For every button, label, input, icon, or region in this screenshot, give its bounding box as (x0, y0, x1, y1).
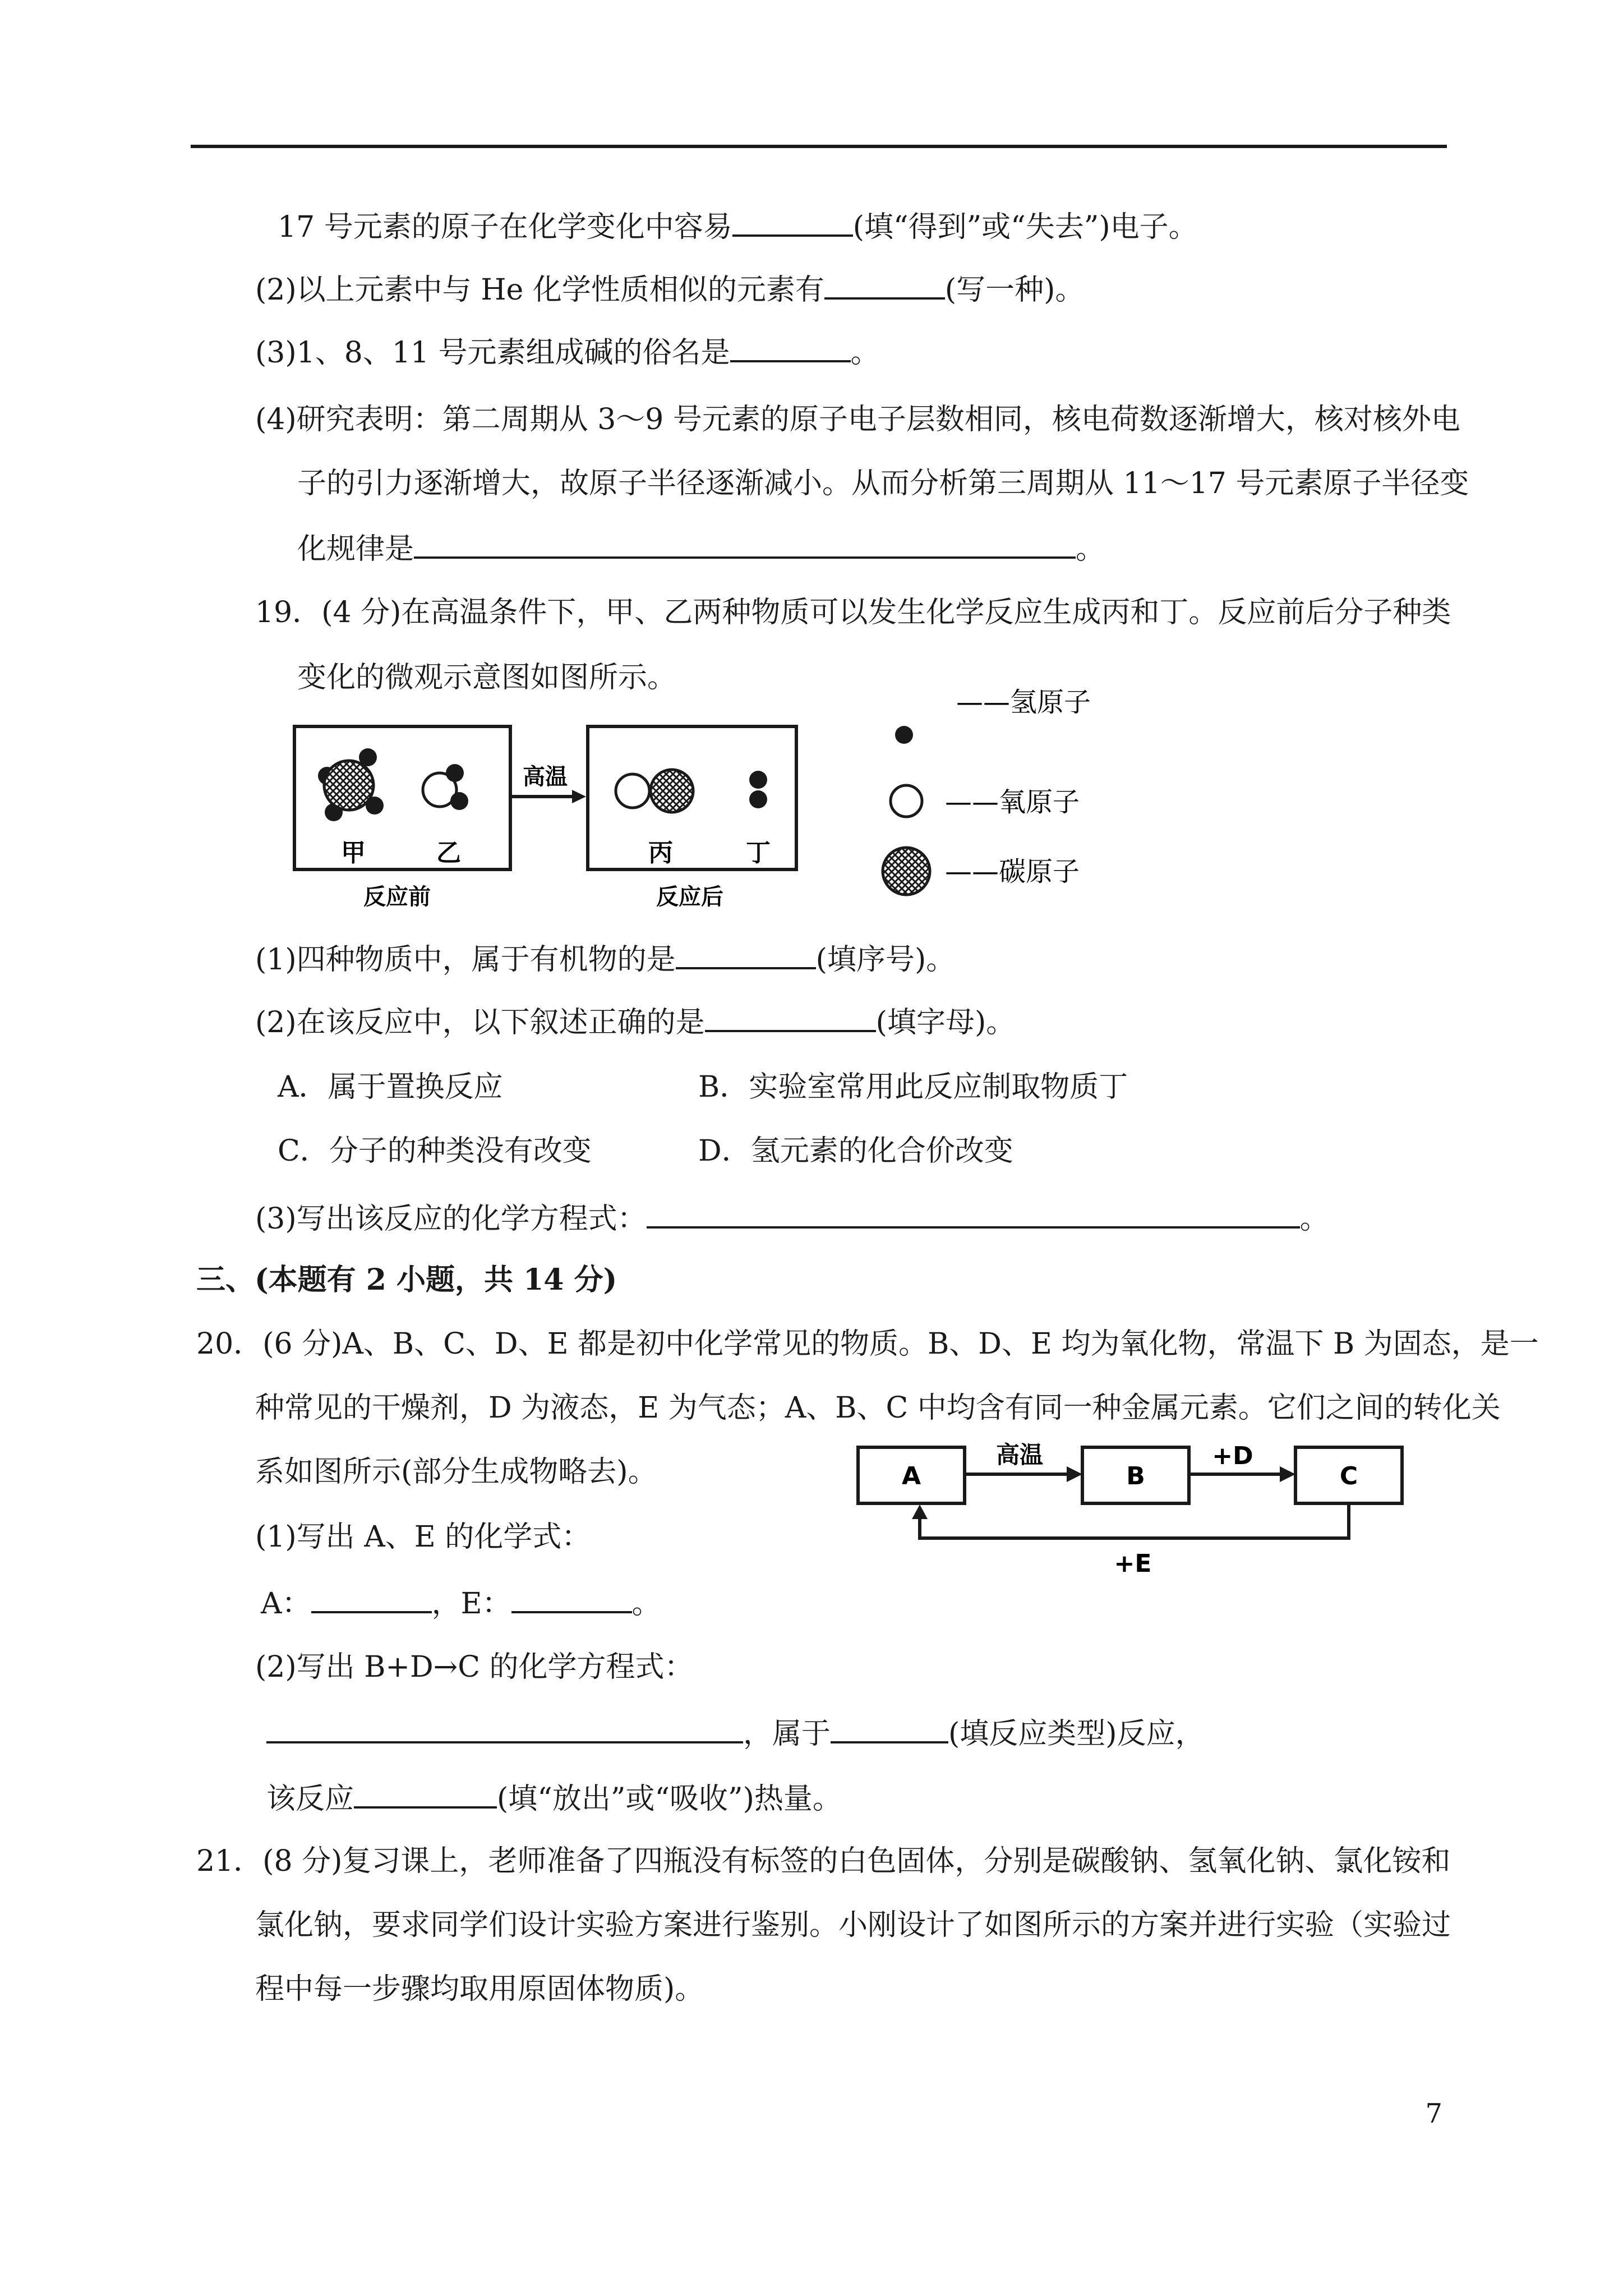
q20-stem-line1: 20．(6 分)A、B、C、D、E 都是初中化学常见的物质。B、D、E 均为氧化物，常温下 B 为固态，是一 (196, 1327, 1539, 1361)
arrow-head (1280, 1466, 1295, 1482)
label-bing: 丙 (648, 839, 673, 867)
before-caption: 反应前 (363, 884, 431, 910)
legend-hydrogen-label: ——氢原子 (956, 687, 1091, 718)
q20-stem-line2: 种常见的干燥剂，D 为液态，E 为气态；A、B、C 中均含有同一种金属元素。它们之间的转化关 (255, 1391, 1501, 1425)
answer-blank[interactable] (511, 1584, 632, 1613)
q20-answer-a-label: A： (261, 1587, 311, 1621)
q19-option-c: C．分子的种类没有改变 (278, 1134, 592, 1168)
q20-part2-heat-line (266, 1779, 842, 1817)
q20-part2-type-label: ，属于 (743, 1717, 831, 1751)
label-ding: 丁 (746, 839, 771, 867)
answer-blank[interactable] (311, 1584, 432, 1613)
q20-heat-hint: (填“放出”或“吸收”)热量。 (497, 1782, 842, 1816)
q19-part1-hint: (填序号)。 (815, 943, 956, 977)
q19-option-a: A．属于置换反应 (278, 1070, 503, 1104)
q18-part4-line1: (4)研究表明：第二周期从 3～9 号元素的原子电子层数相同，核电荷数逐渐增大，核对核外电 (255, 403, 1460, 436)
legend-carbon-label: ——碳原子 (945, 856, 1080, 887)
page-number: 7 (1425, 2098, 1442, 2129)
q20-stem-line3: 系如图所示(部分生成物略去)。 (255, 1455, 657, 1489)
q18-line1-text: 17 号元素的原子在化学变化中容易 (278, 210, 732, 244)
label-jia: 甲 (341, 839, 366, 867)
arrow-b-to-c-label: +D (1212, 1442, 1253, 1470)
q18-part4-line3-text: 化规律是 (297, 532, 414, 566)
q20-part2-equation-line (266, 1714, 1205, 1752)
q19-stem-line1: 19．(4 分)在高温条件下，甲、乙两种物质可以发生化学反应生成丙和丁。反应前后分子种类 (255, 596, 1451, 629)
q19-option-b: B．实验室常用此反应制取物质丁 (698, 1070, 1128, 1104)
arrow-head (1067, 1466, 1082, 1482)
q20-answers-end: 。 (631, 1587, 661, 1621)
answer-blank[interactable] (831, 1714, 948, 1743)
q21-stem-line2: 氯化钠，要求同学们设计实验方案进行鉴别。小刚设计了如图所示的方案并进行实验（实验过 (255, 1908, 1451, 1942)
answer-blank[interactable] (354, 1779, 497, 1809)
arrow-c-to-a (920, 1503, 1349, 1538)
q20-part1: (1)写出 A、E 的化学式： (255, 1520, 591, 1554)
q18-part4-line2: 子的引力逐渐增大，故原子半径逐渐减小。从而分析第三周期从 11～17 号元素原子半径变 (297, 467, 1469, 500)
arrow-c-to-a-label: +E (1114, 1549, 1152, 1578)
q20-answer-e-label: ，E： (431, 1587, 511, 1621)
box-a-label: A (901, 1462, 921, 1490)
q18-part4-line3-end: 。 (1076, 532, 1105, 566)
q19-option-d: D．氢元素的化合价改变 (698, 1134, 1013, 1168)
label-yi: 乙 (436, 839, 461, 867)
q19-part3-text: (3)写出该反应的化学方程式： (255, 1202, 647, 1236)
q18-part2-text: (2)以上元素中与 He 化学性质相似的元素有 (255, 273, 824, 307)
q20-heat-text: 该反应 (266, 1782, 354, 1816)
q19-part3-end: 。 (1299, 1202, 1329, 1236)
arrow-a-to-b-label: 高温 (995, 1441, 1044, 1469)
q18-part3-end: 。 (850, 336, 880, 370)
q20-part1-answers (261, 1584, 661, 1622)
box-c-label: C (1339, 1462, 1358, 1490)
q19-stem-line2: 变化的微观示意图如图所示。 (297, 661, 677, 694)
q18-part3-text: (3)1、8、11 号元素组成碱的俗名是 (255, 336, 730, 370)
box-b-label: B (1126, 1462, 1145, 1490)
answer-blank[interactable] (266, 1714, 743, 1743)
q21-stem-line3: 程中每一步骤均取用原固体物质)。 (255, 1972, 704, 2006)
legend-oxygen-label: ——氧原子 (945, 786, 1080, 818)
section-3-heading: 三、(本题有 2 小题，共 14 分) (196, 1263, 617, 1297)
arrow-head (912, 1504, 928, 1519)
q19-part1-text: (1)四种物质中，属于有机物的是 (255, 943, 676, 977)
q19-part2-text: (2)在该反应中，以下叙述正确的是 (255, 1006, 705, 1039)
q20-part2-type-hint: (填反应类型)反应， (948, 1717, 1205, 1751)
arrow-label-high-temp: 高温 (523, 764, 568, 790)
after-caption: 反应后 (656, 884, 723, 910)
q18-line1-hint: (填“得到”或“失去”)电子。 (852, 210, 1198, 244)
q19-part2-hint: (填字母)。 (875, 1006, 1016, 1039)
q21-stem-line1: 21．(8 分)复习课上，老师准备了四瓶没有标签的白色固体，分别是碳酸钠、氢氧化钠、氯化铵和 (196, 1844, 1451, 1878)
q18-part2-hint: (写一种)。 (944, 273, 1085, 307)
q20-part2: (2)写出 B+D→C 的化学方程式： (255, 1650, 694, 1684)
